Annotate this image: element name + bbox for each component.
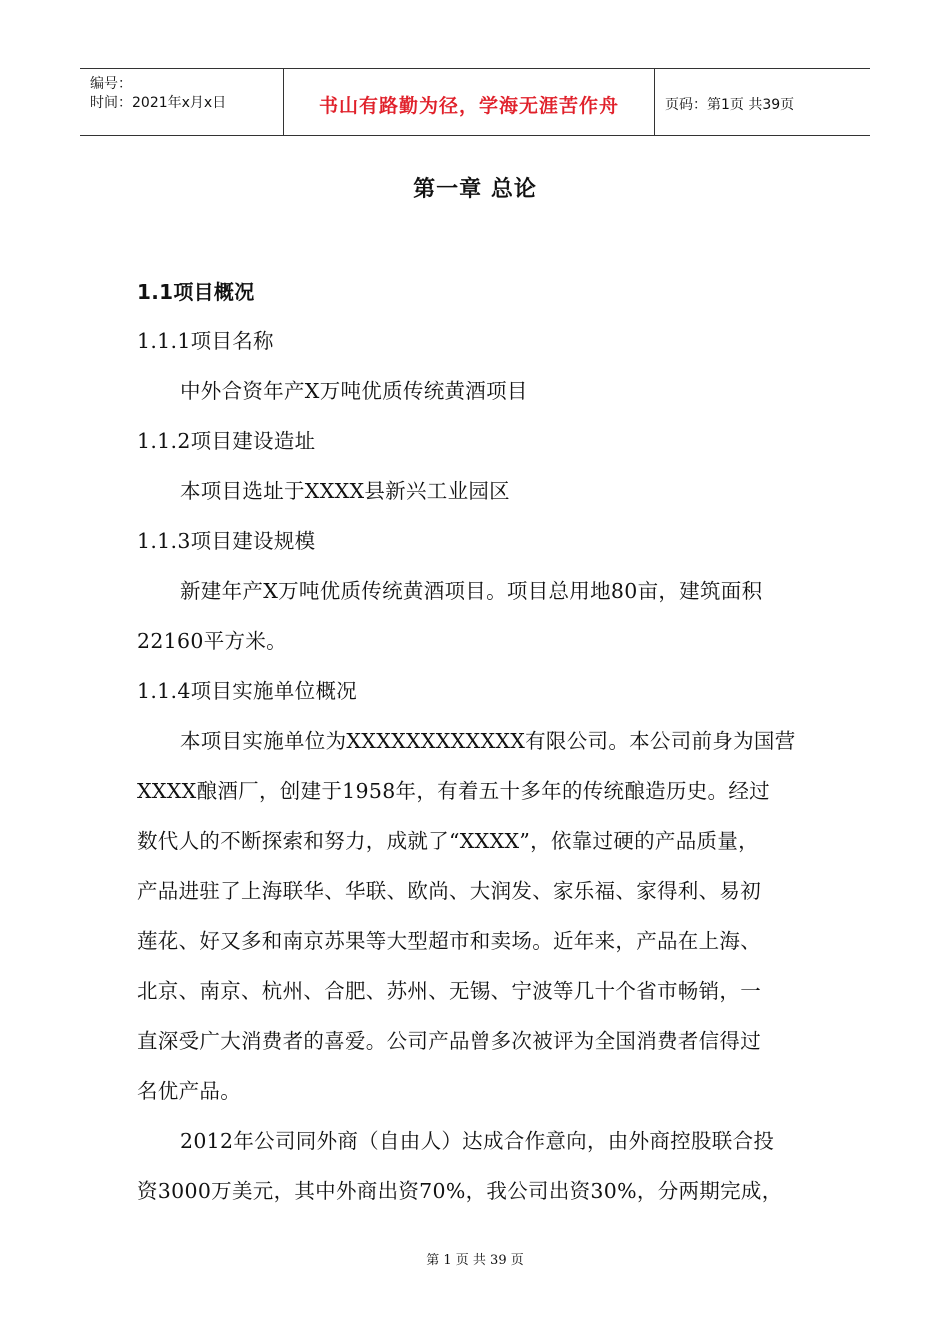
header-left-cell [80,69,283,135]
time-label: 时间：2021年x月x日 [90,95,227,111]
paragraph-line: 2012年公司同外商（自由人）达成合作意向，由外商控股联合投 [180,1129,775,1153]
paragraph-line: 名优产品。 [137,1079,241,1103]
page-info: 页码：第1页 共39页 [665,97,795,113]
paragraph-line: 莲花、好又多和南京苏果等大型超市和卖场。近年来，产品在上海、 [137,929,761,953]
paragraph-line: XXXX酿酒厂，创建于1958年，有着五十多年的传统酿造历史。经过 [137,779,770,803]
header-right-cell [655,69,870,135]
subsection-heading-1-1-2: 1.1.2项目建设造址 [137,429,316,453]
paragraph-line: 中外合资年产X万吨优质传统黄酒项目 [180,379,528,403]
page-footer: 第 1 页 共 39 页 [426,1253,524,1268]
paragraph-line: 本项目实施单位为XXXXXXXXXXXX有限公司。本公司前身为国营 [180,729,796,753]
paragraph-line: 数代人的不断探索和努力，成就了“XXXX”，依靠过硬的产品质量， [137,829,759,853]
paragraph-line: 新建年产X万吨优质传统黄酒项目。项目总用地80亩，建筑面积 [180,579,763,603]
header-table [80,68,870,136]
header-center-cell [283,69,655,135]
paragraph-line: 产品进驻了上海联华、华联、欧尚、大润发、家乐福、家得利、易初 [137,879,761,903]
paragraph-line: 资3000万美元，其中外商出资70%，我公司出资30%，分两期完成， [137,1179,783,1203]
motto: 书山有路勤为径，学海无涯苦作舟 [318,95,619,117]
section-heading-1-1: 1.1项目概况 [137,280,255,304]
paragraph-line: 本项目选址于XXXX县新兴工业园区 [180,479,510,503]
paragraph-line: 22160平方米。 [137,629,287,653]
paragraph-line: 北京、南京、杭州、合肥、苏州、无锡、宁波等几十个省市畅销，一 [137,979,761,1003]
subsection-heading-1-1-3: 1.1.3项目建设规模 [137,529,316,553]
paragraph-line: 直深受广大消费者的喜爱。公司产品曾多次被评为全国消费者信得过 [137,1029,761,1053]
chapter-title: 第一章 总论 [413,177,537,202]
subsection-heading-1-1-1: 1.1.1项目名称 [137,329,274,353]
number-label: 编号： [90,76,132,92]
subsection-heading-1-1-4: 1.1.4项目实施单位概况 [137,679,358,703]
